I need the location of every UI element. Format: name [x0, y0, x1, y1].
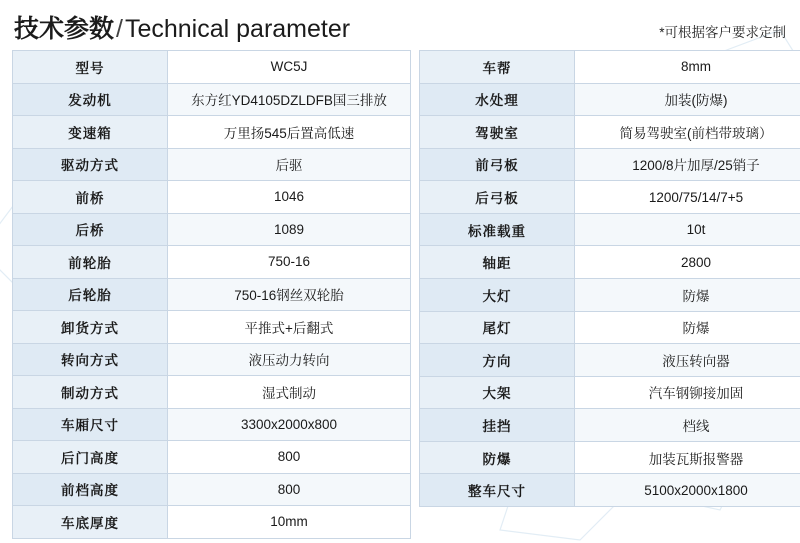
spec-label: 整车尺寸	[420, 474, 575, 507]
page-title	[14, 14, 350, 44]
empty-cell	[420, 506, 575, 538]
table-row	[13, 51, 411, 84]
spec-label: 轴距	[420, 246, 575, 279]
spec-label: 变速箱	[13, 116, 168, 149]
table-row	[13, 246, 411, 279]
spec-value: 东方红YD4105DZLDFB国三排放	[168, 83, 411, 116]
table-row	[420, 409, 800, 442]
spec-value: 800	[168, 473, 411, 506]
spec-label: 大灯	[420, 278, 575, 311]
spec-label: 大架	[420, 376, 575, 409]
spec-label: 驱动方式	[13, 148, 168, 181]
table-row-spacer	[420, 506, 800, 538]
spec-label: 转向方式	[13, 343, 168, 376]
table-row	[13, 473, 411, 506]
spec-tables	[0, 44, 800, 539]
spec-label: 车厢尺寸	[13, 408, 168, 441]
spec-value: 液压动力转向	[168, 343, 411, 376]
spec-label: 型号	[13, 51, 168, 84]
spec-value: WC5J	[168, 51, 411, 84]
table-row	[13, 441, 411, 474]
table-row	[13, 343, 411, 376]
table-row	[420, 474, 800, 507]
table-row	[420, 51, 800, 84]
table-row	[420, 116, 800, 149]
table-row	[13, 83, 411, 116]
table-row	[13, 506, 411, 539]
spec-label: 制动方式	[13, 376, 168, 409]
spec-value: 湿式制动	[168, 376, 411, 409]
spec-value: 平推式+后翻式	[168, 311, 411, 344]
page-title-separator: /	[116, 15, 123, 43]
spec-value: 3300x2000x800	[168, 408, 411, 441]
table-row	[420, 311, 800, 344]
spec-value: 汽车钢铆接加固	[575, 376, 800, 409]
empty-cell	[575, 506, 800, 538]
spec-label: 前轮胎	[13, 246, 168, 279]
table-row	[420, 83, 800, 116]
spec-value: 加装瓦斯报警器	[575, 441, 800, 474]
spec-value: 防爆	[575, 311, 800, 344]
spec-value: 800	[168, 441, 411, 474]
spec-value: 档线	[575, 409, 800, 442]
left-spec-table	[12, 50, 411, 539]
spec-label: 卸货方式	[13, 311, 168, 344]
spec-label: 后轮胎	[13, 278, 168, 311]
spec-label: 防爆	[420, 441, 575, 474]
table-row	[13, 181, 411, 214]
spec-label: 发动机	[13, 83, 168, 116]
spec-label: 车帮	[420, 51, 575, 84]
table-row	[420, 148, 800, 181]
spec-value: 10t	[575, 213, 800, 246]
spec-label: 后门高度	[13, 441, 168, 474]
spec-label: 水处理	[420, 83, 575, 116]
spec-value: 后驱	[168, 148, 411, 181]
table-row	[13, 311, 411, 344]
table-row	[420, 441, 800, 474]
page-title-en: Technical parameter	[124, 15, 351, 43]
table-row	[13, 213, 411, 246]
spec-value: 10mm	[168, 506, 411, 539]
table-row	[13, 376, 411, 409]
table-row	[13, 408, 411, 441]
spec-value: 防爆	[575, 278, 800, 311]
spec-value: 1089	[168, 213, 411, 246]
table-row	[13, 116, 411, 149]
page-header	[0, 0, 800, 44]
page-title-cn: 技术参数	[14, 15, 115, 43]
table-row	[420, 376, 800, 409]
spec-value: 万里扬545后置高低速	[168, 116, 411, 149]
spec-value: 750-16	[168, 246, 411, 279]
spec-label: 驾驶室	[420, 116, 575, 149]
spec-value: 1200/8片加厚/25销子	[575, 148, 800, 181]
table-row	[13, 148, 411, 181]
spec-value: 8mm	[575, 51, 800, 84]
spec-label: 挂挡	[420, 409, 575, 442]
table-row	[420, 278, 800, 311]
spec-value: 5100x2000x1800	[575, 474, 800, 507]
spec-value: 1046	[168, 181, 411, 214]
spec-value: 750-16钢丝双轮胎	[168, 278, 411, 311]
spec-label: 前桥	[13, 181, 168, 214]
spec-label: 后桥	[13, 213, 168, 246]
spec-label: 后弓板	[420, 181, 575, 214]
table-row	[420, 181, 800, 214]
spec-label: 尾灯	[420, 311, 575, 344]
table-row	[420, 246, 800, 279]
spec-value: 简易驾驶室(前档带玻璃）	[575, 116, 800, 149]
spec-label: 方向	[420, 344, 575, 377]
table-row	[420, 344, 800, 377]
spec-value: 加装(防爆)	[575, 83, 800, 116]
spec-value: 液压转向器	[575, 344, 800, 377]
spec-label: 前弓板	[420, 148, 575, 181]
table-row	[13, 278, 411, 311]
right-spec-table	[419, 50, 800, 539]
spec-label: 前档高度	[13, 473, 168, 506]
customization-note: *可根据客户要求定制	[659, 25, 786, 40]
spec-label: 标准载重	[420, 213, 575, 246]
spec-label: 车底厚度	[13, 506, 168, 539]
spec-value: 1200/75/14/7+5	[575, 181, 800, 214]
table-row	[420, 213, 800, 246]
spec-value: 2800	[575, 246, 800, 279]
